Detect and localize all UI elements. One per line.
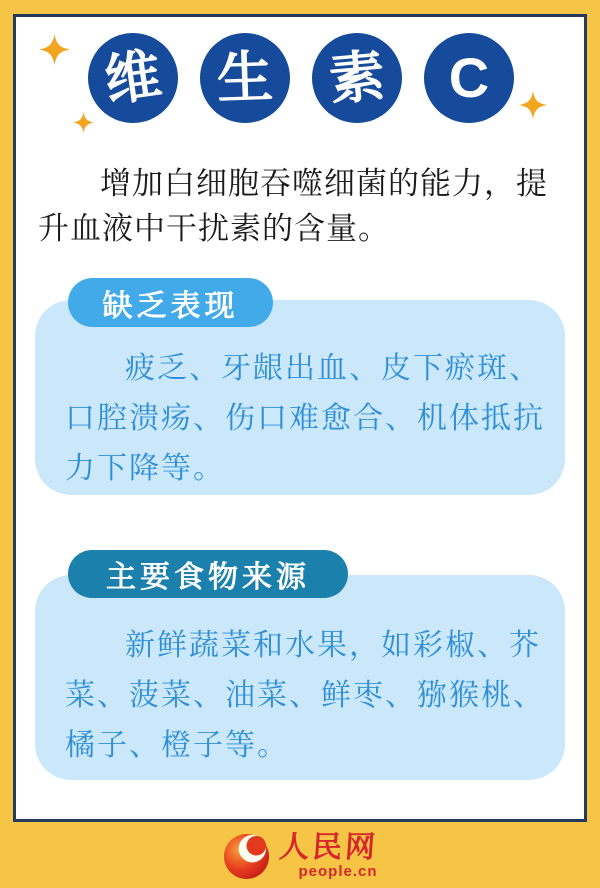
title-letter: 维 <box>100 42 166 113</box>
title-letter: 生 <box>215 45 275 110</box>
food-sources-line: 菜、菠菜、油菜、鲜枣、猕猴桃、 <box>65 679 545 712</box>
deficiency-line: 力下降等。 <box>65 452 225 485</box>
title-letter-circle <box>424 33 514 123</box>
food-sources-line: 新鲜蔬菜和水果，如彩椒、芥 <box>125 629 541 662</box>
title-letter-circle <box>200 33 290 123</box>
title-letter: 素 <box>326 43 388 112</box>
intro-paragraph <box>38 161 566 251</box>
deficiency-heading-label: 缺乏表现 <box>102 289 239 323</box>
sparkle-icon <box>519 91 547 119</box>
food-sources-heading-label: 主要食物来源 <box>106 561 310 594</box>
deficiency-section-body <box>35 300 565 495</box>
title-letter-circle <box>312 33 402 123</box>
people-daily-logo-icon <box>223 833 270 880</box>
footer-brand <box>0 828 600 884</box>
deficiency-section-heading <box>68 278 273 327</box>
brand-text <box>277 829 379 880</box>
food-sources-section-heading <box>68 550 348 598</box>
deficiency-line: 疲乏、牙龈出血、皮下瘀斑、 <box>125 352 541 385</box>
title-letter-circle <box>88 33 178 123</box>
food-sources-line: 橘子、橙子等。 <box>65 729 289 762</box>
intro-line: 增加白细胞吞噬细菌的能力，提 <box>100 166 548 201</box>
deficiency-line: 口腔溃疡、伤口难愈合、机体抵抗 <box>65 402 545 435</box>
page-title <box>88 33 514 123</box>
sparkle-icon <box>39 34 70 65</box>
title-letter: C <box>448 46 490 109</box>
food-sources-section-body <box>35 575 565 780</box>
intro-line: 升血液中干扰素的含量。 <box>38 211 390 246</box>
brand-domain: people.cn <box>298 862 378 880</box>
brand-name: 人民网 <box>277 829 379 865</box>
